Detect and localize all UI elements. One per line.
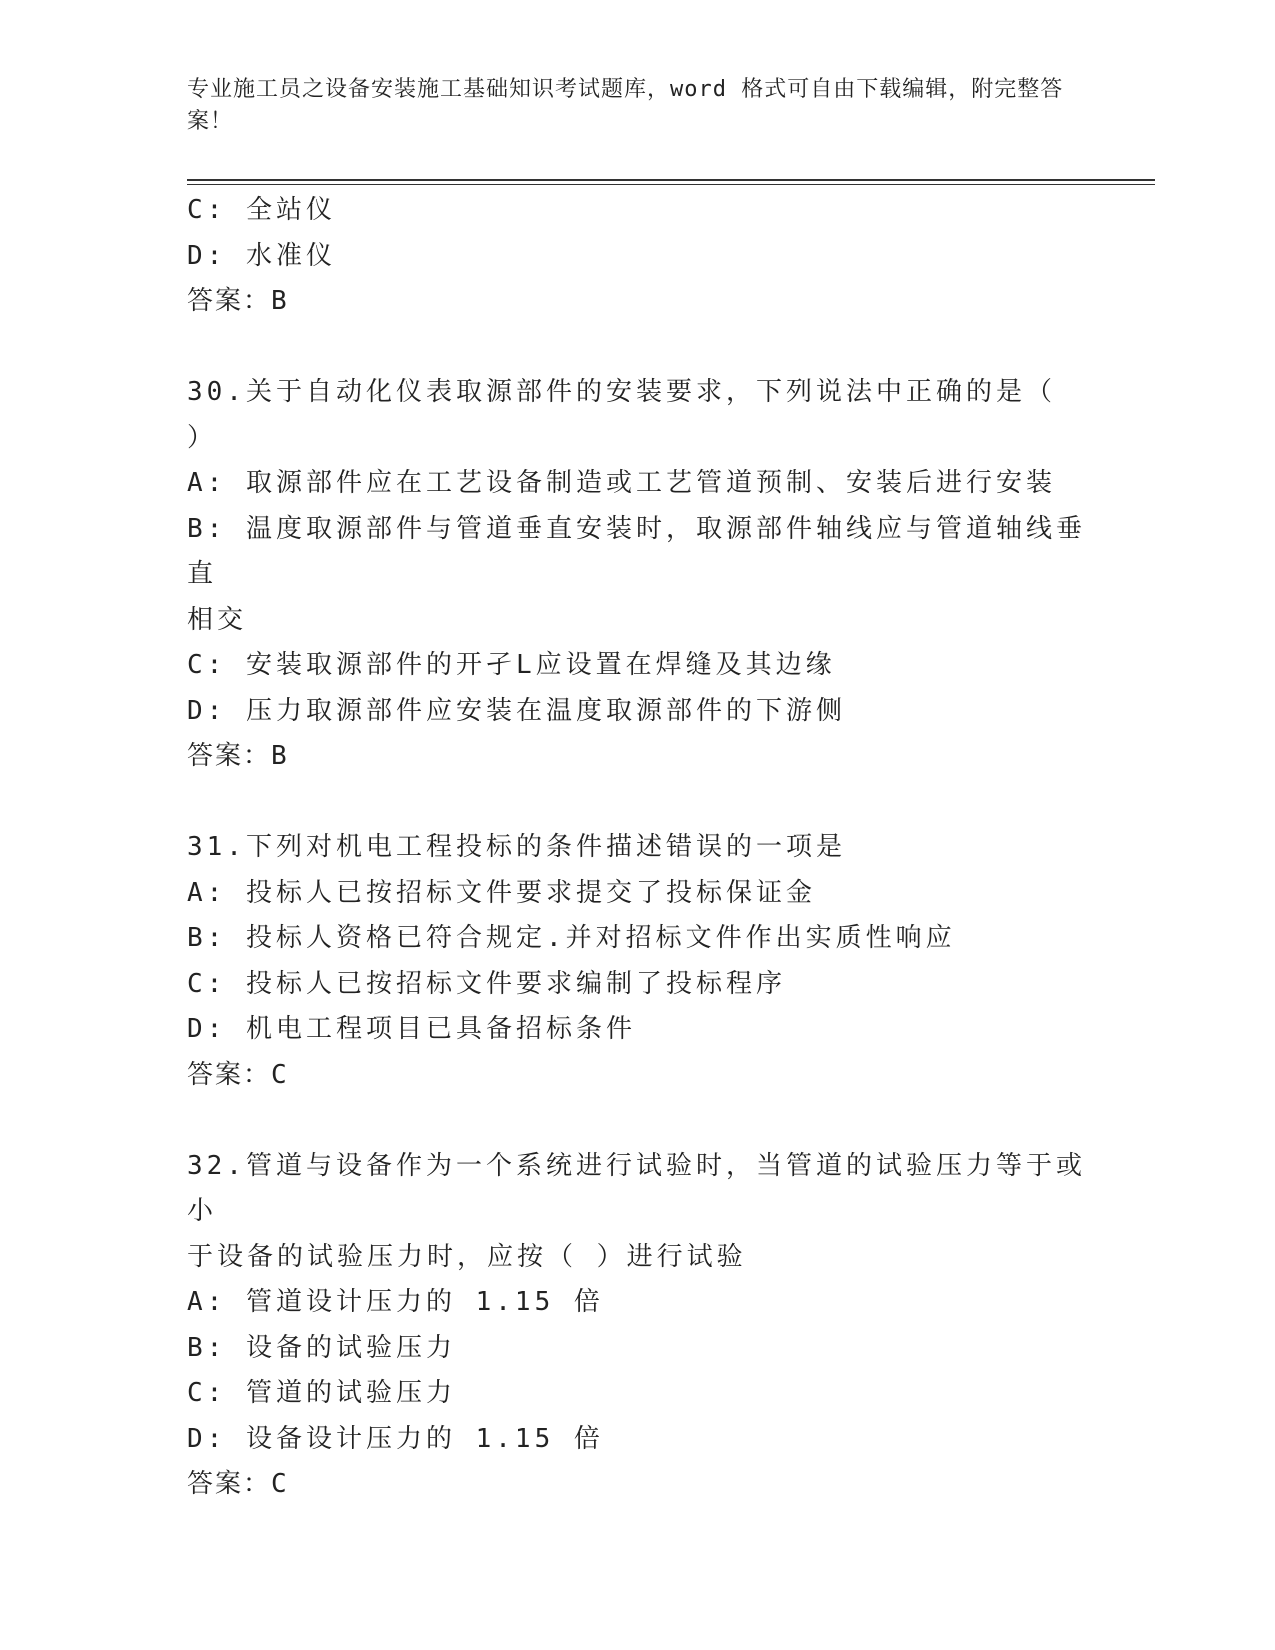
option-c: C: 安装取源部件的开孑L应设置在焊缝及其边缘 <box>187 650 836 680</box>
header-divider-thick <box>187 179 1155 181</box>
option-b-continued: 相交 <box>187 604 248 635</box>
option-d: D: 设备设计压力的 1.15 倍 <box>187 1423 604 1454</box>
question-stem: 30.关于自动化仪表取源部件的安装要求，下列说法中正确的是（ ） <box>187 377 1076 453</box>
question-31 <box>187 825 1087 1098</box>
option-b: B: 温度取源部件与管道垂直安装时，取源部件轴线应与管道轴线垂直 <box>187 513 1086 589</box>
question-stem: 31.下列对机电工程投标的条件描述错误的一项是 <box>187 832 846 862</box>
header-text: 专业施工员之设备安装施工基础知识考试题库，word 格式可自由下载编辑，附完整答案！ <box>187 77 1064 134</box>
question-stem-continued: 于设备的试验压力时，应按（ ）进行试验 <box>187 1241 747 1272</box>
question-stem: 32.管道与设备作为一个系统进行试验时，当管道的试验压力等于或小 <box>187 1150 1086 1226</box>
option-d: D: 水准仪 <box>187 240 336 271</box>
spacer <box>187 780 1087 826</box>
previous-question-tail <box>187 188 1087 325</box>
question-content <box>187 188 1087 1508</box>
option-c: C: 投标人已按招标文件要求编制了投标程序 <box>187 968 786 999</box>
answer-line: 答案：C <box>187 1059 289 1090</box>
option-c: C: 全站仪 <box>187 195 336 225</box>
option-b: B: 投标人资格已符合规定.并对招标文件作出实质性响应 <box>187 923 956 953</box>
option-a: A: 取源部件应在工艺设备制造或工艺管道预制、安装后进行安装 <box>187 468 1056 498</box>
question-32 <box>187 1144 1087 1508</box>
option-d: D: 压力取源部件应安装在温度取源部件的下游侧 <box>187 695 846 726</box>
option-d: D: 机电工程项目已具备招标条件 <box>187 1014 636 1044</box>
header-divider-thin <box>187 184 1155 185</box>
option-c: C: 管道的试验压力 <box>187 1378 456 1408</box>
answer-line: 答案：B <box>187 286 289 316</box>
option-a: A: 管道设计压力的 1.15 倍 <box>187 1287 604 1317</box>
answer-line: 答案：B <box>187 741 289 771</box>
question-30 <box>187 370 1087 780</box>
option-b: B: 设备的试验压力 <box>187 1332 456 1363</box>
answer-line: 答案：C <box>187 1469 289 1499</box>
spacer <box>187 325 1087 371</box>
spacer <box>187 1098 1087 1144</box>
document-header <box>187 74 1067 138</box>
option-a: A: 投标人已按招标文件要求提交了投标保证金 <box>187 877 816 908</box>
